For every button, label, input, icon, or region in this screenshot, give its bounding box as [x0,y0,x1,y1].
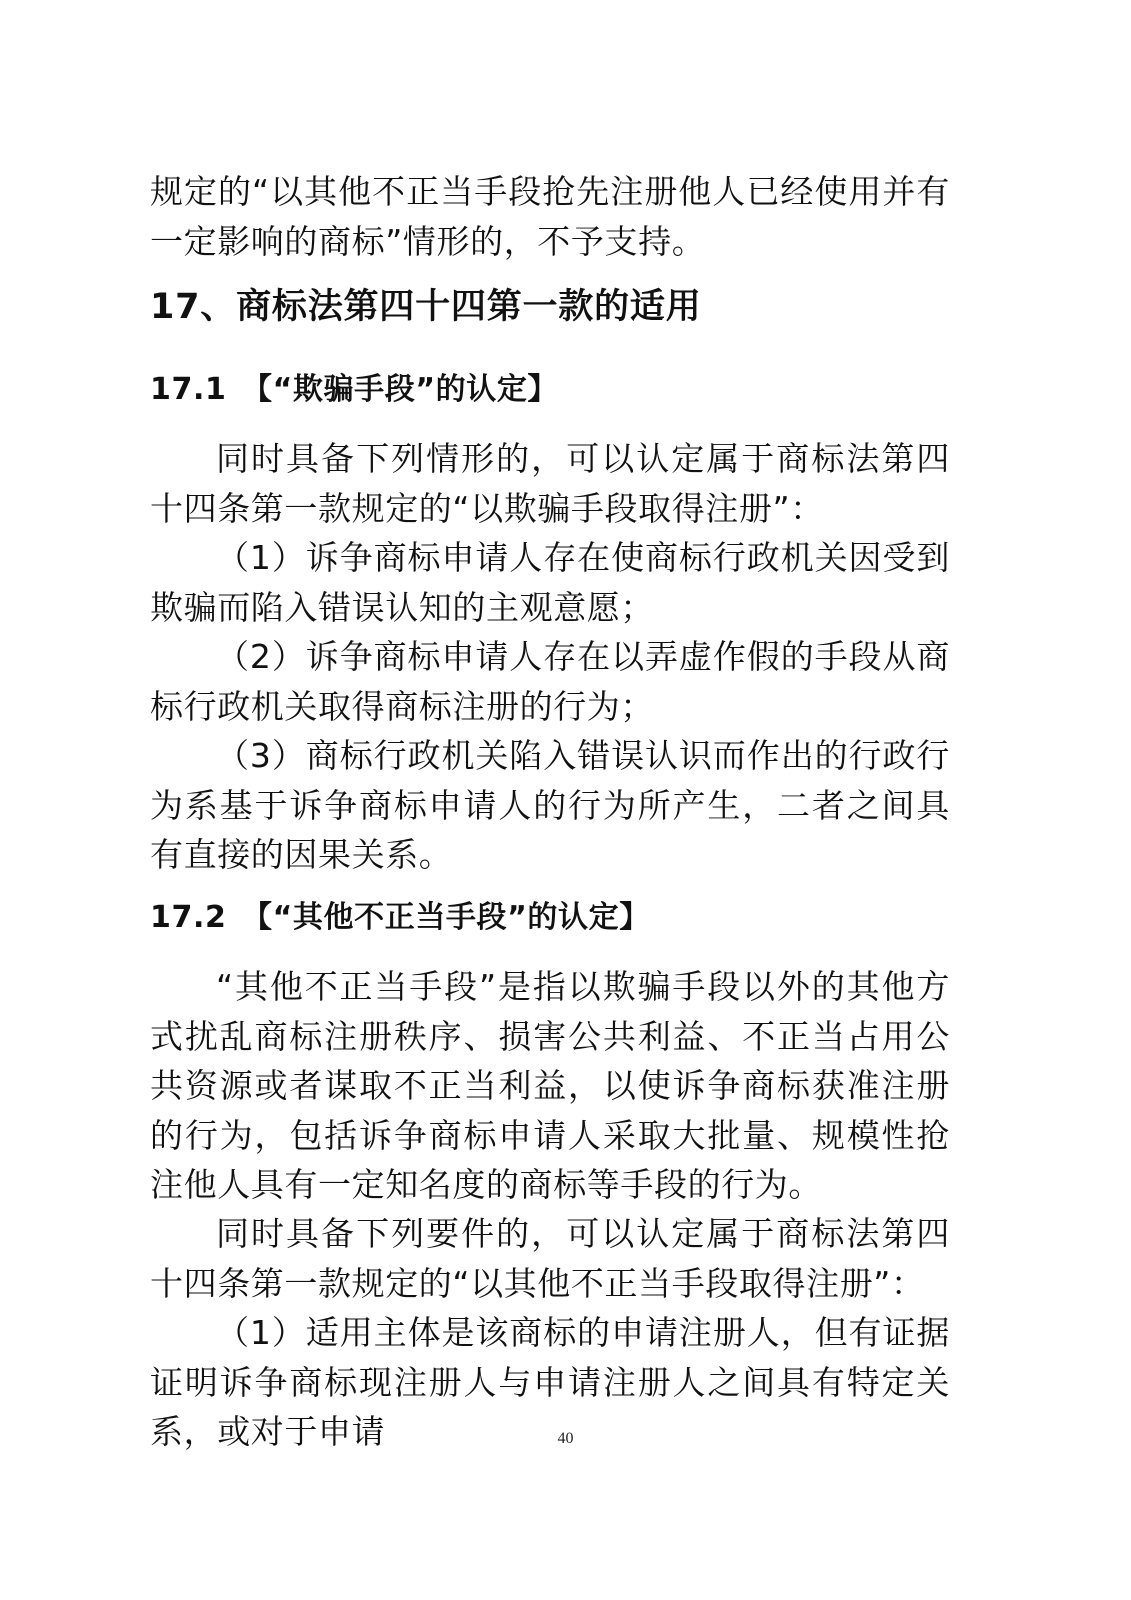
subsection-title: 【“欺骗手段”的认定】 [242,372,559,407]
section-heading: 17、商标法第四十四第一款的适用 [150,287,702,327]
subsection-title: 【“其他不正当手段”的认定】 [242,900,650,935]
intro-paragraph-17-2: 同时具备下列要件的，可以认定属于商标法第四十四条第一款规定的“以其他不正当手段取得注册”： [150,1214,950,1303]
list-item-17-1-2: （2）诉争商标申请人存在以弄虚作假的手段从商标行政机关取得商标注册的行为； [150,637,950,726]
continuation-paragraph: 规定的“以其他不正当手段抢先注册他人已经使用并有一定影响的商标”情形的，不予支持。 [150,172,950,261]
page-number: 40 [557,1430,574,1447]
intro-paragraph-17-1: 同时具备下列情形的，可以认定属于商标法第四十四条第一款规定的“以欺骗手段取得注册”： [150,439,950,528]
subsection-number: 17.2 [150,900,227,935]
subsection-number: 17.1 [150,372,227,407]
list-item-17-1-3: （3）商标行政机关陷入错误认识而作出的行政行为系基于诉争商标申请人的行为所产生，二者之间具有直接的因果关系。 [150,736,950,874]
definition-paragraph-17-2: “其他不正当手段”是指以欺骗手段以外的其他方式扰乱商标注册秩序、损害公共利益、不正当占用公共资源或者谋取不正当利益，以使诉争商标获准注册的行为，包括诉争商标申请人采取大批量、规模性抢注他人具有一定知名度的商标等手段的行为。 [150,967,950,1204]
subsection-heading-17-1 [150,364,558,408]
list-item-17-2-1: （1）适用主体是该商标的申请注册人，但有证据证明诉争商标现注册人与申请注册人之间具有特定关系，或对于申请 [150,1313,950,1451]
list-item-17-1-1: （1）诉争商标申请人存在使商标行政机关因受到欺骗而陷入错误认知的主观意愿； [150,538,950,627]
subsection-heading-17-2 [150,892,650,936]
